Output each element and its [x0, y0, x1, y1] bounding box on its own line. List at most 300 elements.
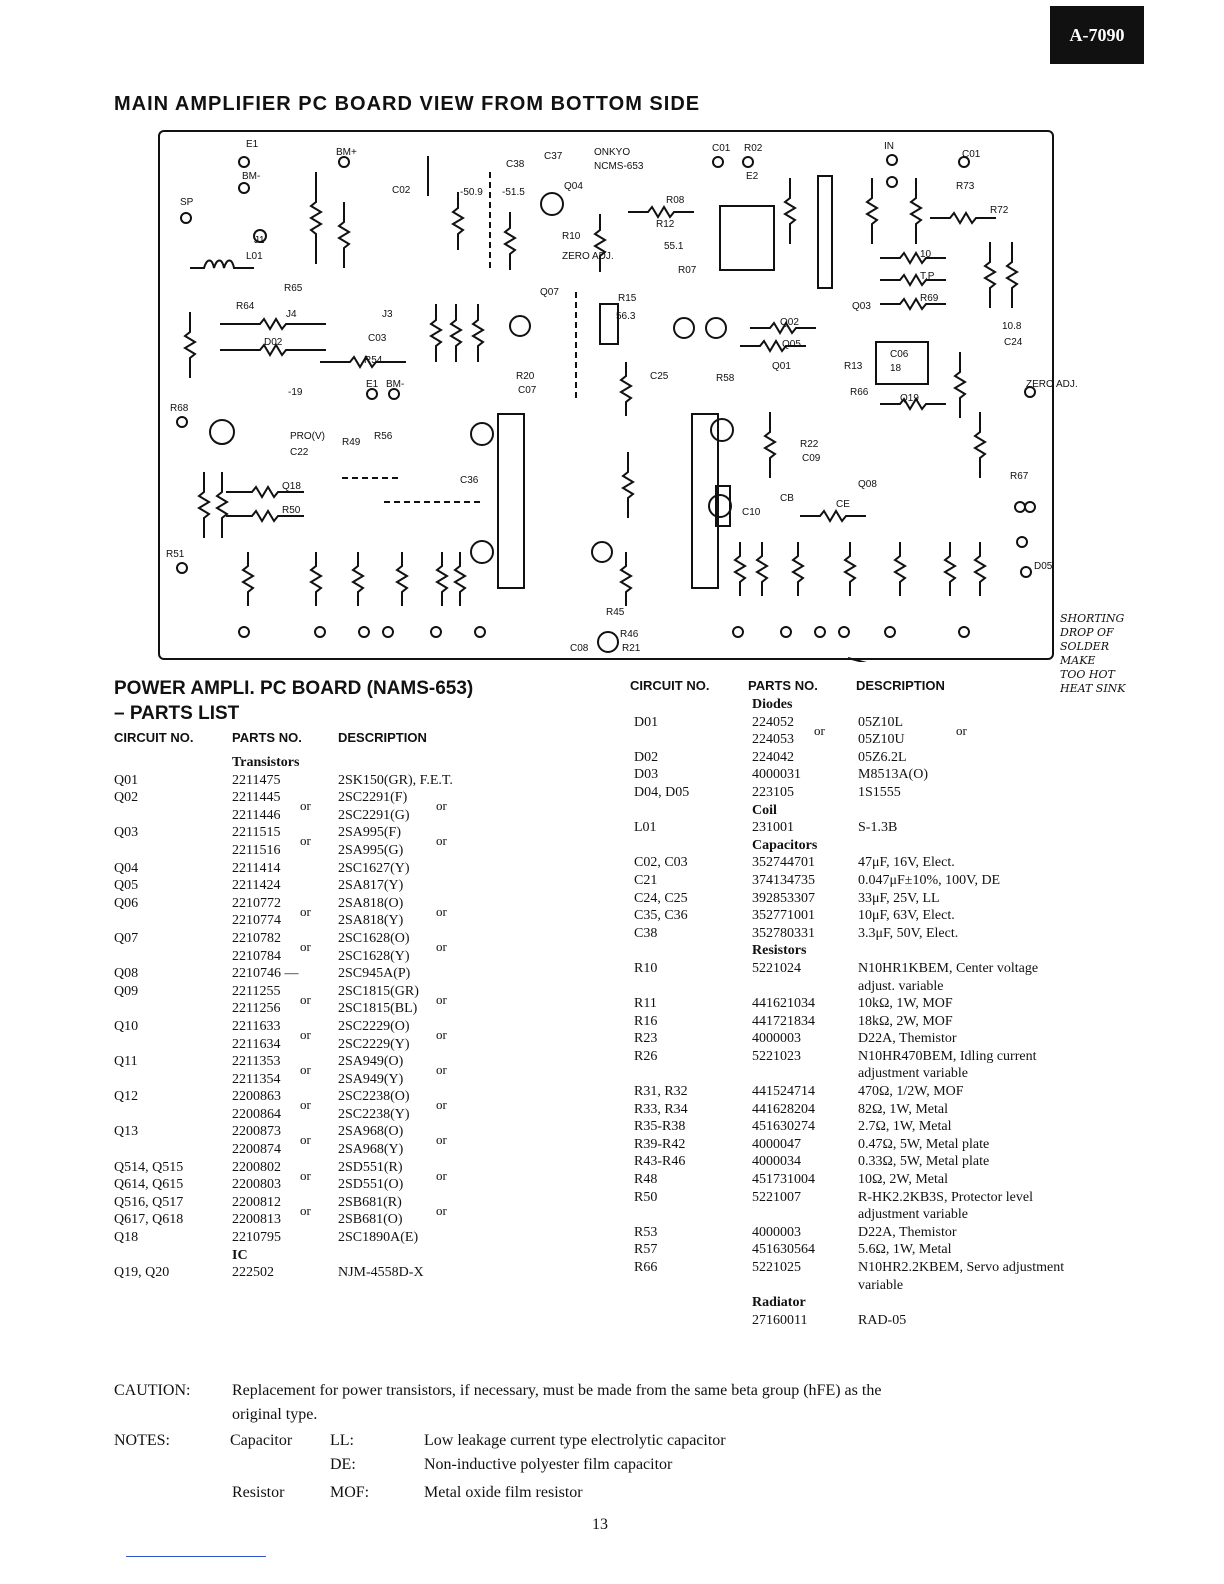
board-label-108: R58	[716, 373, 735, 384]
part-row	[634, 1136, 1104, 1154]
pc-board-diagram	[158, 130, 1078, 660]
board-label-ncms: NCMS-653	[594, 161, 644, 172]
part-row	[114, 983, 594, 1007]
or-marker: or	[436, 1026, 447, 1042]
handwritten-line: TOO HOT	[1060, 668, 1115, 681]
parts-no: 5221023	[752, 1048, 801, 1064]
parts-no: 2211446	[232, 807, 281, 823]
circuit-no: D02	[634, 749, 659, 765]
board-label-r54: D02	[264, 337, 283, 348]
handwritten-line: SOLDER	[1060, 640, 1109, 653]
part-row	[634, 1189, 1104, 1207]
parts-list-title	[114, 676, 473, 726]
description: 3.3μF, 50V, Elect.	[858, 925, 959, 941]
circuit-no: R33, R34	[634, 1101, 688, 1117]
circuit-no: R16	[634, 1013, 658, 1029]
parts-no: 222502	[232, 1265, 274, 1281]
or-marker: or	[436, 798, 447, 814]
part-row-continued	[114, 807, 594, 825]
part-row	[634, 907, 1104, 925]
description: 82Ω, 1W, Metal	[858, 1101, 948, 1117]
circuit-no: C38	[634, 925, 658, 941]
circuit-no: Q09	[114, 983, 139, 999]
board-label-c09: R45	[606, 607, 625, 618]
note-kind: Resistor	[232, 1484, 285, 1501]
description: N10HR2.2KBEM, Servo adjustment	[858, 1260, 1065, 1275]
parts-no: 352771001	[752, 908, 815, 924]
board-label-e1: E1	[246, 139, 259, 150]
description: N10HR1KBEM, Center voltage	[858, 960, 1039, 976]
part-row-continued	[634, 731, 1104, 749]
description: 470Ω, 1/2W, MOF	[858, 1084, 964, 1100]
description: 2SC1628(Y)	[338, 948, 410, 964]
part-row	[634, 1259, 1104, 1277]
circuit-no: Q13	[114, 1124, 139, 1140]
or-marker: or	[436, 1097, 447, 1113]
parts-no: 2210784	[232, 948, 281, 964]
parts-no: 352744701	[752, 855, 815, 871]
parts-no: 4000034	[752, 1154, 801, 1170]
category-row	[634, 837, 1104, 855]
description: RAD-05	[858, 1312, 907, 1328]
or-marker: or	[300, 1026, 311, 1042]
description: 2SC2291(F)	[338, 790, 408, 806]
description: 2SC1890A(E)	[338, 1230, 419, 1246]
board-label-q57: C09	[802, 453, 821, 464]
description: 2SB681(O)	[338, 1212, 403, 1228]
parts-no: 2211354	[232, 1071, 281, 1087]
description: 05Z10U	[858, 732, 905, 748]
description: 2SA968(O)	[338, 1124, 404, 1140]
left-header-circuit: CIRCUIT NO.	[114, 730, 194, 745]
left-header-parts: PARTS NO.	[232, 730, 302, 745]
circuit-no: Q19, Q20	[114, 1265, 170, 1281]
description: 2.7Ω, 1W, Metal	[858, 1119, 952, 1135]
circuit-no: Q514, Q515	[114, 1159, 184, 1175]
board-label-c21: J3	[382, 309, 393, 320]
description: N10HR470BEM, Idling current	[858, 1048, 1037, 1064]
description: 2SA949(Y)	[338, 1071, 404, 1087]
parts-no: 5221024	[752, 960, 801, 976]
parts-no: 4000047	[752, 1136, 801, 1152]
description: 2SC1628(O)	[338, 930, 410, 946]
board-label-e1b: E1	[366, 379, 379, 390]
category-label: Resistors	[752, 943, 807, 959]
or-marker: or	[436, 903, 447, 919]
parts-no: 2200874	[232, 1142, 281, 1158]
parts-no: 2211353	[232, 1054, 281, 1070]
category-row	[634, 802, 1104, 820]
description: adjust. variable	[858, 978, 944, 994]
board-label-c36: R56	[374, 431, 393, 442]
board-label-bmplus: BM+	[336, 147, 357, 158]
parts-no: 2211633	[232, 1018, 281, 1034]
board-label-r48: J4	[286, 309, 297, 320]
circuit-no: R43-R46	[634, 1154, 686, 1170]
or-marker: or	[300, 1097, 311, 1113]
parts-no: 451630274	[752, 1119, 815, 1135]
parts-no: 352780331	[752, 925, 815, 941]
handwritten-line: MAKE	[1060, 654, 1096, 667]
part-row	[634, 1013, 1104, 1031]
description: 2SA818(Y)	[338, 913, 404, 929]
circuit-no: C35, C36	[634, 908, 688, 924]
part-row	[114, 877, 594, 895]
category-label: Coil	[752, 802, 777, 818]
or-marker: or	[436, 1202, 447, 1218]
board-label-m19: R66	[850, 387, 869, 398]
board-label-bmminus: BM-	[242, 171, 261, 182]
parts-no: 441524714	[752, 1084, 815, 1100]
part-row	[634, 1312, 1104, 1330]
or-marker: or	[300, 903, 311, 919]
board-label-06: C10	[742, 507, 761, 518]
description: 2SC2238(Y)	[338, 1106, 410, 1122]
parts-no: 224042	[752, 749, 794, 765]
or-marker: or	[300, 833, 311, 849]
board-label-r31: CE	[836, 499, 850, 510]
note-text: Metal oxide film resistor	[424, 1484, 583, 1501]
board-label-r50: PRO(V)	[290, 431, 325, 442]
board-label-onkyo: ONKYO	[594, 147, 631, 158]
handwritten-line: HEAT SINK	[1060, 682, 1126, 695]
parts-no: 392853307	[752, 890, 815, 906]
parts-no: 4000003	[752, 1224, 801, 1240]
description: 0.33Ω, 5W, Metal plate	[858, 1154, 990, 1170]
circuit-no: R39-R42	[634, 1136, 686, 1152]
description: 2SA949(O)	[338, 1054, 404, 1070]
board-label-q08: R46	[620, 629, 639, 640]
category-label: Diodes	[752, 697, 793, 712]
board-label-r55: C03	[368, 333, 387, 344]
parts-no: 5221007	[752, 1189, 801, 1205]
board-label-c38: C38	[506, 159, 525, 170]
circuit-no: D04, D05	[634, 784, 690, 800]
circuit-no: Q12	[114, 1089, 139, 1105]
circuit-no: R26	[634, 1048, 658, 1064]
description: 2SC1815(GR)	[338, 983, 419, 999]
part-row	[114, 1229, 594, 1247]
note-kind: Capacitor	[230, 1432, 293, 1449]
board-label-c25: Q03	[852, 301, 871, 312]
right-header-circuit: CIRCUIT NO.	[630, 678, 710, 693]
circuit-no: D01	[634, 714, 659, 730]
description: S-1.3B	[858, 820, 898, 836]
part-row-continued	[634, 1206, 1104, 1224]
part-row	[634, 854, 1104, 872]
board-label-r12: R12	[656, 219, 675, 230]
or-marker: or	[436, 833, 447, 849]
description: 10kΩ, 1W, MOF	[858, 996, 953, 1012]
or-marker: or	[300, 991, 311, 1007]
board-label-562: C07	[518, 385, 537, 396]
or-marker: or	[300, 1202, 311, 1218]
board-label-r49: R50	[282, 505, 301, 516]
board-label-id-adj: 56.3	[616, 311, 636, 322]
parts-no: 2210772	[232, 895, 281, 911]
or-marker: or	[436, 1062, 447, 1078]
parts-no: 2211515	[232, 825, 281, 841]
board-label-bmminus2: BM-	[386, 379, 405, 390]
description: 2SA995(F)	[338, 825, 402, 841]
board-label-c02: C02	[392, 185, 411, 196]
parts-no: 2211256	[232, 1001, 281, 1017]
circuit-no: D03	[634, 767, 659, 783]
circuit-no: R66	[634, 1260, 658, 1275]
board-label-18: C25	[650, 371, 669, 382]
part-row-continued	[114, 1106, 594, 1124]
board-label-c33: Q08	[858, 479, 877, 490]
board-label-zero-adj: ZERO ADJ.	[562, 251, 614, 262]
circuit-no: R23	[634, 1031, 658, 1047]
board-label-e5: ZERO ADJ.	[1026, 379, 1078, 390]
parts-no: 2211634	[232, 1036, 281, 1052]
parts-no: 451731004	[752, 1172, 815, 1188]
or-marker: or	[300, 798, 311, 814]
parts-title-line1: POWER AMPLI. PC BOARD (NAMS-653)	[114, 678, 474, 699]
parts-no: 2210782	[232, 930, 281, 946]
part-row	[114, 789, 594, 814]
description: 2SB681(R)	[338, 1194, 402, 1210]
description: R-HK2.2KB3S, Protector level	[858, 1189, 1033, 1205]
circuit-no: Q06	[114, 895, 139, 911]
part-row	[634, 1083, 1104, 1101]
part-row	[634, 925, 1104, 943]
part-row	[114, 1159, 594, 1183]
part-row-continued	[114, 1211, 594, 1229]
circuit-no: Q01	[114, 772, 139, 788]
board-label-c24: R13	[844, 361, 863, 372]
part-row-continued	[114, 1036, 594, 1054]
circuit-no: Q02	[114, 790, 139, 806]
description: D22A, Themistor	[858, 1224, 957, 1240]
part-row	[634, 1171, 1104, 1189]
board-label-pro-adj: C22	[290, 447, 309, 458]
description: M8513A(O)	[858, 767, 928, 783]
part-row	[634, 1048, 1104, 1066]
parts-no: 2200864	[232, 1106, 281, 1122]
board-label-sp: SP	[180, 197, 194, 208]
right-header-description: DESCRIPTION	[856, 678, 945, 693]
circuit-no: R10	[634, 960, 658, 976]
board-label-r26: R15	[618, 293, 637, 304]
board-label-r02: R72	[990, 205, 1009, 216]
category-label: Transistors	[232, 755, 300, 770]
board-label-ce: C08	[570, 643, 589, 654]
description: 2SC2229(Y)	[338, 1036, 410, 1052]
circuit-no: Q07	[114, 930, 139, 946]
board-label-prov: R68	[170, 403, 189, 414]
left-header-description: DESCRIPTION	[338, 730, 427, 745]
board-label-c37: C37	[544, 151, 563, 162]
or-marker: or	[814, 722, 825, 738]
handwritten-line: SHORTING	[1060, 612, 1125, 625]
board-label-r58: Q02	[780, 317, 799, 328]
board-label-l01: L01	[246, 251, 263, 262]
parts-no: 441721834	[752, 1013, 815, 1029]
description: 0.047μF±10%, 100V, DE	[858, 872, 1001, 888]
circuit-no: R35-R38	[634, 1119, 686, 1135]
part-row-continued	[114, 912, 594, 930]
note-abbr: LL:	[330, 1432, 354, 1449]
circuit-no: R31, R32	[634, 1084, 688, 1100]
caution-label: CAUTION:	[114, 1382, 191, 1399]
part-row	[634, 960, 1104, 978]
circuit-no: C02, C03	[634, 855, 688, 871]
handwritten-line: DROP OF	[1060, 626, 1114, 639]
board-label-563: R20	[516, 371, 535, 382]
parts-no: 441621034	[752, 996, 815, 1012]
parts-no: 2200873	[232, 1124, 281, 1140]
board-label-q20: C06	[890, 349, 909, 360]
circuit-no: R48	[634, 1172, 658, 1188]
board-label-c22: -19	[288, 387, 303, 398]
or-marker: or	[436, 991, 447, 1007]
part-row	[634, 1224, 1104, 1242]
description: variable	[858, 1277, 904, 1293]
circuit-no: Q05	[114, 878, 139, 894]
circuit-no: Q10	[114, 1018, 139, 1034]
part-row	[634, 1153, 1104, 1171]
description: NJM-4558D-X	[338, 1265, 424, 1281]
board-label-r07: R07	[678, 265, 697, 276]
part-row-continued	[114, 1071, 594, 1089]
parts-no: 223105	[752, 784, 794, 800]
parts-no: 2211414	[232, 860, 281, 876]
description: 2SA818(O)	[338, 895, 404, 911]
description: 10μF, 63V, Elect.	[858, 908, 955, 924]
part-row	[114, 772, 594, 790]
board-label-bm: R22	[800, 439, 819, 450]
description: 05Z6.2L	[858, 749, 907, 765]
circuit-no: R57	[634, 1242, 658, 1258]
or-marker: or	[436, 1132, 447, 1148]
category-label: IC	[232, 1247, 248, 1263]
board-label-j4: R65	[284, 283, 303, 294]
part-row	[634, 714, 1104, 738]
description: 05Z10L	[858, 714, 904, 730]
parts-no: 2211445	[232, 790, 281, 806]
category-label: Capacitors	[752, 837, 818, 853]
board-label-r13: Q05	[782, 339, 801, 350]
note-text: Non-inductive polyester film capacitor	[424, 1456, 673, 1473]
category-row	[634, 696, 1104, 714]
board-label-n18: Q07	[540, 287, 559, 298]
part-row-continued	[634, 1277, 1104, 1295]
board-label-c06: Q01	[772, 361, 791, 372]
board-label-q04: Q04	[564, 181, 583, 192]
circuit-no: Q617, Q618	[114, 1212, 184, 1228]
board-label-r71: T.P	[920, 271, 935, 282]
board-label-r68: Q19	[900, 393, 919, 404]
circuit-no: Q08	[114, 966, 139, 982]
board-label-r69: 10	[920, 249, 932, 260]
description: 2SA817(Y)	[338, 878, 404, 894]
part-row	[634, 995, 1104, 1013]
part-row	[634, 872, 1104, 890]
description: 47μF, 16V, Elect.	[858, 855, 955, 871]
board-label-r70: R69	[920, 293, 939, 304]
part-row	[114, 895, 594, 919]
circuit-no: Q04	[114, 860, 139, 876]
description: 2SA995(G)	[338, 842, 404, 858]
parts-no: 224053	[752, 732, 794, 748]
board-label-c01: R73	[956, 181, 975, 192]
description: 33μF, 25V, LL	[858, 890, 940, 906]
board-label-cb: R21	[622, 643, 641, 654]
category-label: Radiator	[752, 1295, 806, 1311]
description: 2SC2229(O)	[338, 1018, 410, 1034]
parts-no: 4000003	[752, 1031, 801, 1047]
parts-no: 2200803	[232, 1177, 281, 1193]
board-label-j2: R49	[342, 437, 361, 448]
circuit-no: R53	[634, 1224, 658, 1240]
parts-no: 2200812	[232, 1194, 281, 1210]
category-row	[634, 942, 1104, 960]
or-marker: or	[300, 938, 311, 954]
description: adjustment variable	[858, 1207, 969, 1223]
board-label-10: E2	[746, 171, 759, 182]
description: 2SC1815(BL)	[338, 1001, 418, 1017]
board-title: MAIN AMPLIFIER PC BOARD VIEW FROM BOTTOM SIDE	[114, 93, 701, 115]
board-label-r66: 10.8	[1002, 321, 1022, 332]
circuit-no: Q516, Q517	[114, 1194, 184, 1210]
left-parts-table	[114, 754, 594, 1282]
right-header-parts: PARTS NO.	[748, 678, 818, 693]
board-label-r51: Q18	[282, 481, 301, 492]
description: 2SC1627(Y)	[338, 860, 410, 876]
board-label-m19b: R67	[1010, 471, 1029, 482]
board-label-r08: R08	[666, 195, 685, 206]
or-marker: or	[956, 722, 967, 738]
circuit-no: C21	[634, 872, 658, 888]
model-tab: A-7090	[1050, 6, 1144, 64]
part-row	[634, 1030, 1104, 1048]
circuit-no: Q614, Q615	[114, 1177, 184, 1193]
parts-no: 2210774	[232, 913, 281, 929]
parts-no: 5221025	[752, 1260, 801, 1275]
description: 1S1555	[858, 784, 901, 800]
part-row	[114, 1194, 594, 1218]
board-label-in: R02	[744, 143, 763, 154]
parts-no: 2211424	[232, 878, 281, 894]
right-parts-table	[634, 696, 1104, 1329]
part-row	[114, 930, 594, 954]
parts-no: 2200802	[232, 1159, 281, 1175]
note-abbr: MOF:	[330, 1484, 370, 1501]
parts-no: 2211516	[232, 842, 281, 858]
part-row-continued	[634, 978, 1104, 996]
note-abbr: DE:	[330, 1456, 356, 1473]
board-label-proi: R51	[166, 549, 185, 560]
part-row-continued	[114, 948, 594, 966]
part-row	[634, 766, 1104, 784]
parts-no: 2200863	[232, 1089, 281, 1105]
handwritten-note	[1060, 612, 1140, 696]
parts-no: 27160011	[752, 1312, 808, 1328]
board-label-q19: 18	[890, 363, 902, 374]
board-label-vct: D05	[1034, 561, 1053, 572]
part-row	[634, 1101, 1104, 1119]
notes-label: NOTES:	[114, 1432, 170, 1449]
parts-no: 224052	[752, 714, 794, 730]
parts-no: 2211255	[232, 983, 281, 999]
parts-no: 4000031	[752, 767, 801, 783]
description: 2SD551(O)	[338, 1177, 404, 1193]
description: 2SC945A(P)	[338, 966, 411, 982]
circuit-no: R50	[634, 1189, 658, 1205]
board-label-55: 55.1	[664, 241, 684, 252]
